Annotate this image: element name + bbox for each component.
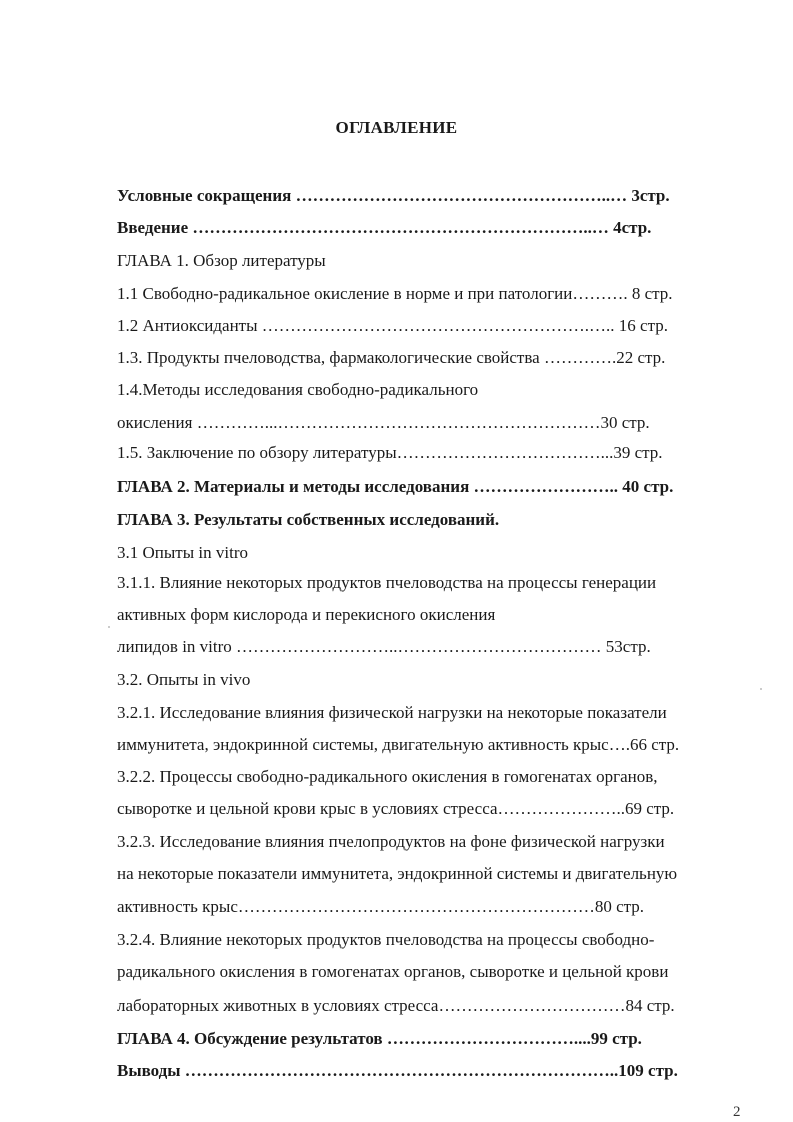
toc-line: иммунитета, эндокринной системы, двигательную активность крыс….66 стр. [117, 735, 680, 754]
toc-line: 3.2.3. Исследование влияния пчелопродуктов на фоне физической нагрузки [117, 832, 665, 851]
toc-line: 3.2.2. Процессы свободно-радикального окисления в гомогенатах органов, [117, 767, 658, 786]
scan-speck [760, 688, 762, 690]
toc-line: 1.3. Продукты пчеловодства, фармакологические свойства ………….22 стр. [117, 348, 666, 367]
toc-line: Выводы …………………………………………………………………..109 стр. [117, 1061, 678, 1080]
page-title: ОГЛАВЛЕНИЕ [335, 118, 458, 137]
toc-line: радикального окисления в гомогенатах органов, сыворотке и цельной крови [117, 962, 669, 981]
toc-line: активность крыс………………………………………………………80 стр. [117, 897, 645, 916]
scan-speck [108, 626, 110, 628]
toc-line: 3.1.1. Влияние некоторых продуктов пчеловодства на процессы генерации [117, 573, 657, 592]
toc-line: Условные сокращения ………………………………………………..… 3стр. [117, 186, 670, 205]
toc-line: 3.2.4. Влияние некоторых продуктов пчеловодства на процессы свободно- [117, 930, 655, 949]
toc-line: 3.2. Опыты in vivo [117, 670, 251, 689]
toc-line: 3.2.1. Исследование влияния физической нагрузки на некоторые показатели [117, 703, 667, 722]
toc-line: ГЛАВА 1. Обзор литературы [117, 251, 326, 270]
toc-line: активных форм кислорода и перекисного окисления [117, 605, 496, 624]
toc-line: окисления …………...…………………………………………………30 стр. [117, 413, 650, 432]
toc-line: 1.2 Антиоксиданты ………………………………………………….….. 16 стр. [117, 316, 668, 335]
toc-line: 1.5. Заключение по обзору литературы………………………………...39 стр. [117, 443, 663, 462]
toc-line: 1.4.Методы исследования свободно-радикального [117, 380, 479, 399]
toc-line: ГЛАВА 4. Обсуждение результатов ……………………………....99 стр. [117, 1029, 642, 1048]
toc-line: сыворотке и цельной крови крыс в условиях стресса…………………..69 стр. [117, 799, 675, 818]
toc-line: ГЛАВА 2. Материалы и методы исследования …………………….. 40 стр. [117, 477, 674, 496]
page-number: 2 [733, 1104, 741, 1120]
toc-line: на некоторые показатели иммунитета, эндокринной системы и двигательную [117, 864, 678, 883]
toc-line: Введение ……………………………………………………………..… 4стр. [117, 218, 652, 237]
toc-line: ГЛАВА 3. Результаты собственных исследований. [117, 510, 500, 529]
toc-line: 3.1 Опыты in vitro [117, 543, 248, 562]
toc-line: липидов in vitro ………………………..……………………………… 53стр. [117, 637, 651, 656]
toc-line: 1.1 Свободно-радикальное окисление в норме и при патологии………. 8 стр. [117, 284, 673, 303]
toc-line: лабораторных животных в условиях стресса……………………………84 стр. [117, 996, 675, 1015]
